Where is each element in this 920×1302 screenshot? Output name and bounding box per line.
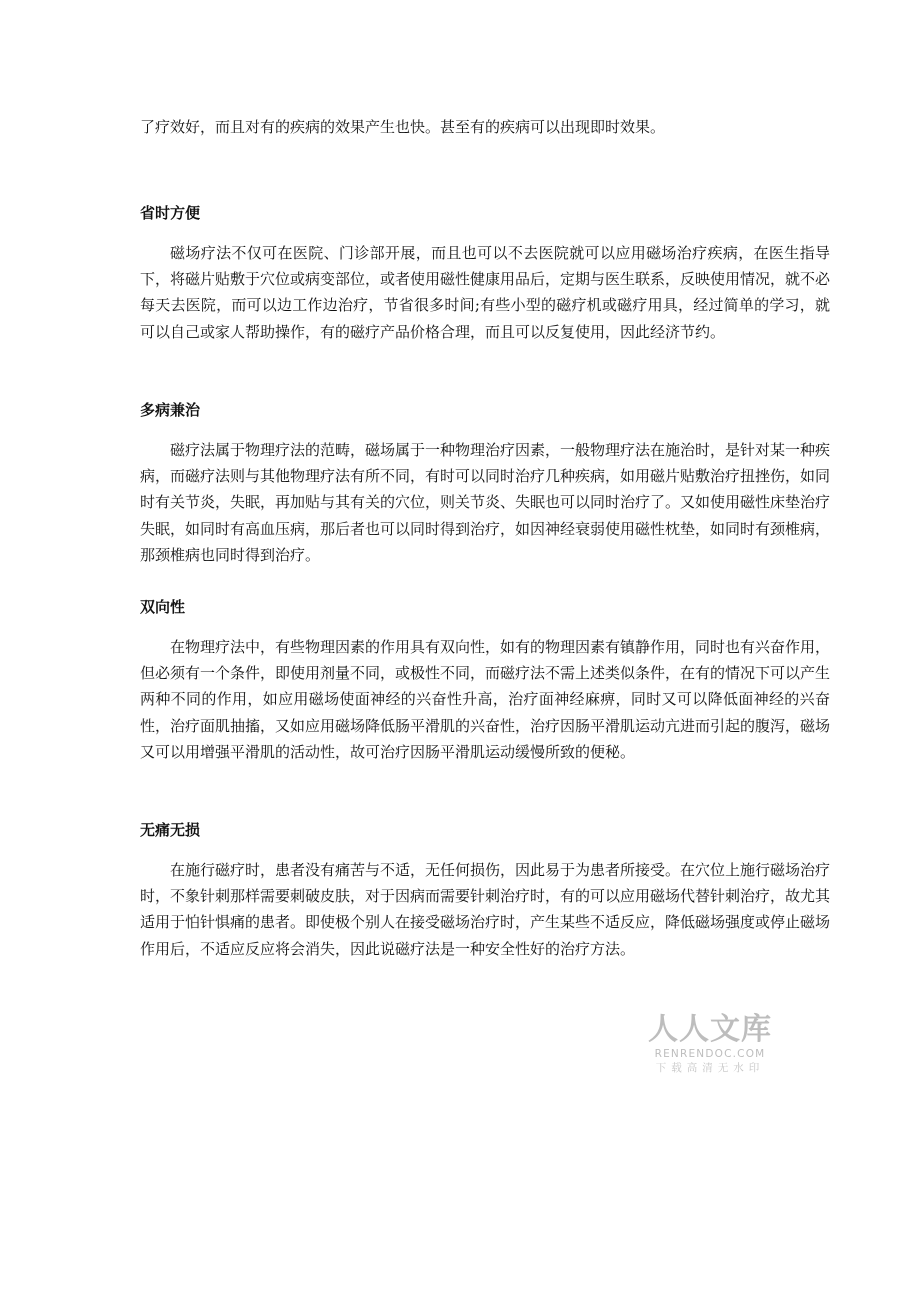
intro-paragraph-block <box>140 114 830 140</box>
watermark-logo: 人人文库 <box>648 1012 772 1047</box>
section-body-time-saving: 磁场疗法不仅可在医院、门诊部开展，而且也可以不去医院就可以应用磁场治疗疾病，在医生指导下，将磁片贴敷于穴位或病变部位，或者使用磁性健康用品后，定期与医生联系，反映使用情况，就不必每天去医院，而可以边工作边治疗，节省很多时间;有些小型的磁疗机或磁疗用具，经过简单的学习，就可以自己或家人帮助操作，有的磁疗产品价格合理，而且可以反复使用，因此经济节约。 <box>140 244 831 341</box>
watermark-domain: RENRENDOC.COM <box>654 1048 766 1060</box>
section-body-block-bidirectional <box>140 634 830 765</box>
watermark-tagline: 下载高清无水印 <box>655 1062 765 1074</box>
section-heading-painless: 无痛无损 <box>140 821 201 839</box>
section-body-painless: 在施行磁疗时，患者没有痛苦与不适，无任何损伤，因此易于为患者所接受。在穴位上施行磁场治疗时，不象针刺那样需要刺破皮肤，对于因病而需要针刺治疗时，有的可以应用磁场代替针刺治疗，故尤其适用于怕针惧痛的患者。即使极个别人在接受磁场治疗时，产生某些不适反应，降低磁场强度或停止磁场作用后，不适应反应将会消失，因此说磁疗法是一种安全性好的治疗方法。 <box>140 861 831 958</box>
section-heading-time-saving: 省时方便 <box>140 204 201 222</box>
intro-paragraph: 了疗效好，而且对有的疾病的效果产生也快。甚至有的疾病可以出现即时效果。 <box>140 118 666 136</box>
section-body-block-time-saving <box>140 240 830 345</box>
section-heading-bidirectional: 双向性 <box>140 598 186 616</box>
section-body-block-multi-disease <box>140 437 830 568</box>
watermark <box>640 1012 780 1075</box>
section-body-multi-disease: 磁疗法属于物理疗法的范畴，磁场属于一种物理治疗因素，一般物理疗法在施治时，是针对某一种疾病，而磁疗法则与其他物理疗法有所不同，有时可以同时治疗几种疾病，如用磁片贴敷治疗扭挫伤，如同时有关节炎，失眠，再加贴与其有关的穴位，则关节炎、失眠也可以同时治疗了。又如使用磁性床垫治疗失眠，如同时有高血压病，那后者也可以同时得到治疗，如因神经衰弱使用磁性枕垫，如同时有颈椎病，那颈椎病也同时得到治疗。 <box>140 441 831 564</box>
section-body-bidirectional: 在物理疗法中，有些物理因素的作用具有双向性，如有的物理因素有镇静作用，同时也有兴奋作用，但必须有一个条件，即使用剂量不同，或极性不同，而磁疗法不需上述类似条件，在有的情况下可以产生两种不同的作用，如应用磁场使面神经的兴奋性升高，治疗面神经麻痹，同时又可以降低面神经的兴奋性，治疗面肌抽搐，又如应用磁场降低肠平滑肌的兴奋性，治疗因肠平滑肌运动亢进而引起的腹泻，磁场又可以用增强平滑肌的活动性，故可治疗因肠平滑肌运动缓慢所致的便秘。 <box>140 638 831 761</box>
section-body-block-painless <box>140 857 830 962</box>
section-heading-multi-disease: 多病兼治 <box>140 401 201 419</box>
